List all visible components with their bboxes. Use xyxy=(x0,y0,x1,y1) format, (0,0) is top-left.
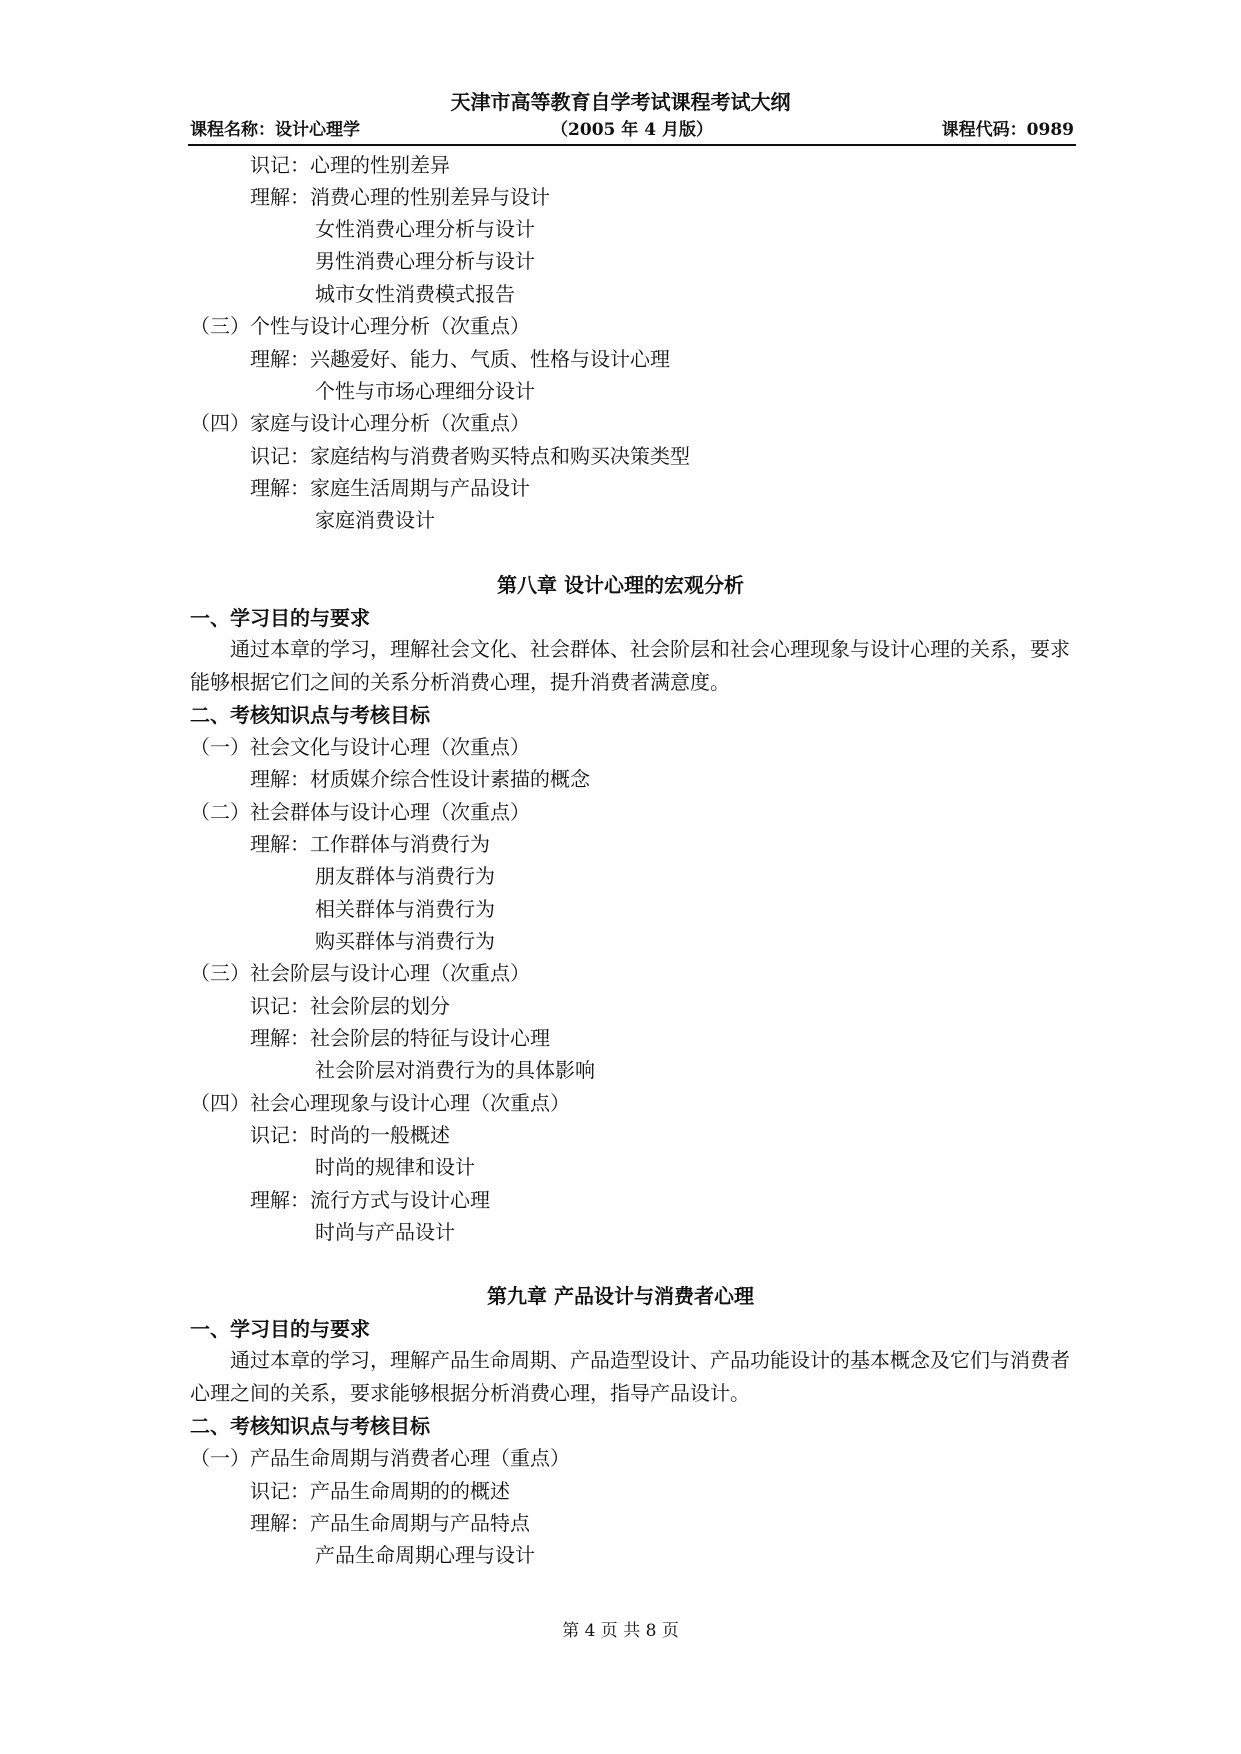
text-line: 女性消费心理分析与设计 xyxy=(315,217,535,241)
text-line: 购买群体与消费行为 xyxy=(315,929,495,953)
subsection-heading: （二）社会群体与设计心理（次重点） xyxy=(190,800,530,824)
text-line: 相关群体与消费行为 xyxy=(315,897,495,921)
paragraph: 通过本章的学习，理解产品生命周期、产品造型设计、产品功能设计的基本概念及它们与消费者心理之间的关系，要求能够根据分析消费心理，指导产品设计。 xyxy=(190,1348,1070,1405)
page-number: 第 4 页 共 8 页 xyxy=(562,1621,679,1641)
text-line: 理解：兴趣爱好、能力、气质、性格与设计心理 xyxy=(250,347,670,371)
text-line: 时尚的规律和设计 xyxy=(315,1155,475,1179)
paragraph: 通过本章的学习，理解社会文化、社会群体、社会阶层和社会心理现象与设计心理的关系，要求能够根据它们之间的关系分析消费心理，提升消费者满意度。 xyxy=(190,637,1070,694)
section-heading: 一、学习目的与要求 xyxy=(190,1317,370,1341)
chapter-heading: 第八章 设计心理的宏观分析 xyxy=(497,573,744,597)
subsection-heading: （四）社会心理现象与设计心理（次重点） xyxy=(190,1091,570,1115)
text-line: 识记：社会阶层的划分 xyxy=(250,994,450,1018)
text-line: 理解：社会阶层的特征与设计心理 xyxy=(250,1026,550,1050)
text-line: 社会阶层对消费行为的具体影响 xyxy=(315,1058,595,1082)
text-line: 识记：时尚的一般概述 xyxy=(250,1123,450,1147)
chapter-heading: 第九章 产品设计与消费者心理 xyxy=(487,1284,754,1308)
text-line: 家庭消费设计 xyxy=(315,508,435,532)
header-info-row xyxy=(190,118,1074,142)
section-heading: 一、学习目的与要求 xyxy=(190,606,370,630)
document-title: 天津市高等教育自学考试课程考试大纲 xyxy=(450,90,791,114)
subsection-heading: （一）社会文化与设计心理（次重点） xyxy=(190,735,530,759)
subsection-heading: （四）家庭与设计心理分析（次重点） xyxy=(190,411,530,435)
subsection-heading: （一）产品生命周期与消费者心理（重点） xyxy=(190,1446,570,1470)
text-line: 理解：产品生命周期与产品特点 xyxy=(250,1511,530,1535)
text-line: 理解：材质媒介综合性设计素描的概念 xyxy=(250,767,590,791)
subsection-heading: （三）个性与设计心理分析（次重点） xyxy=(190,314,530,338)
course-code: 课程代码：0989 xyxy=(941,120,1074,140)
text-line: 识记：心理的性别差异 xyxy=(250,153,450,177)
subsection-heading: （三）社会阶层与设计心理（次重点） xyxy=(190,961,530,985)
text-line: 识记：家庭结构与消费者购买特点和购买决策类型 xyxy=(250,444,690,468)
course-name: 课程名称：设计心理学 xyxy=(190,120,360,140)
text-line: 城市女性消费模式报告 xyxy=(315,282,515,306)
text-line: 产品生命周期心理与设计 xyxy=(315,1543,535,1567)
text-line: 理解：消费心理的性别差异与设计 xyxy=(250,185,550,209)
text-line: 时尚与产品设计 xyxy=(315,1220,455,1244)
text-line: 个性与市场心理细分设计 xyxy=(315,379,535,403)
edition-label: （2005 年 4 月版） xyxy=(551,120,713,140)
text-line: 识记：产品生命周期的的概述 xyxy=(250,1479,510,1503)
header-divider xyxy=(188,144,1076,146)
text-line: 理解：工作群体与消费行为 xyxy=(250,832,490,856)
section-heading: 二、考核知识点与考核目标 xyxy=(190,703,430,727)
text-line: 理解：流行方式与设计心理 xyxy=(250,1188,490,1212)
text-line: 朋友群体与消费行为 xyxy=(315,864,495,888)
section-heading: 二、考核知识点与考核目标 xyxy=(190,1414,430,1438)
text-line: 男性消费心理分析与设计 xyxy=(315,249,535,273)
text-line: 理解：家庭生活周期与产品设计 xyxy=(250,476,530,500)
